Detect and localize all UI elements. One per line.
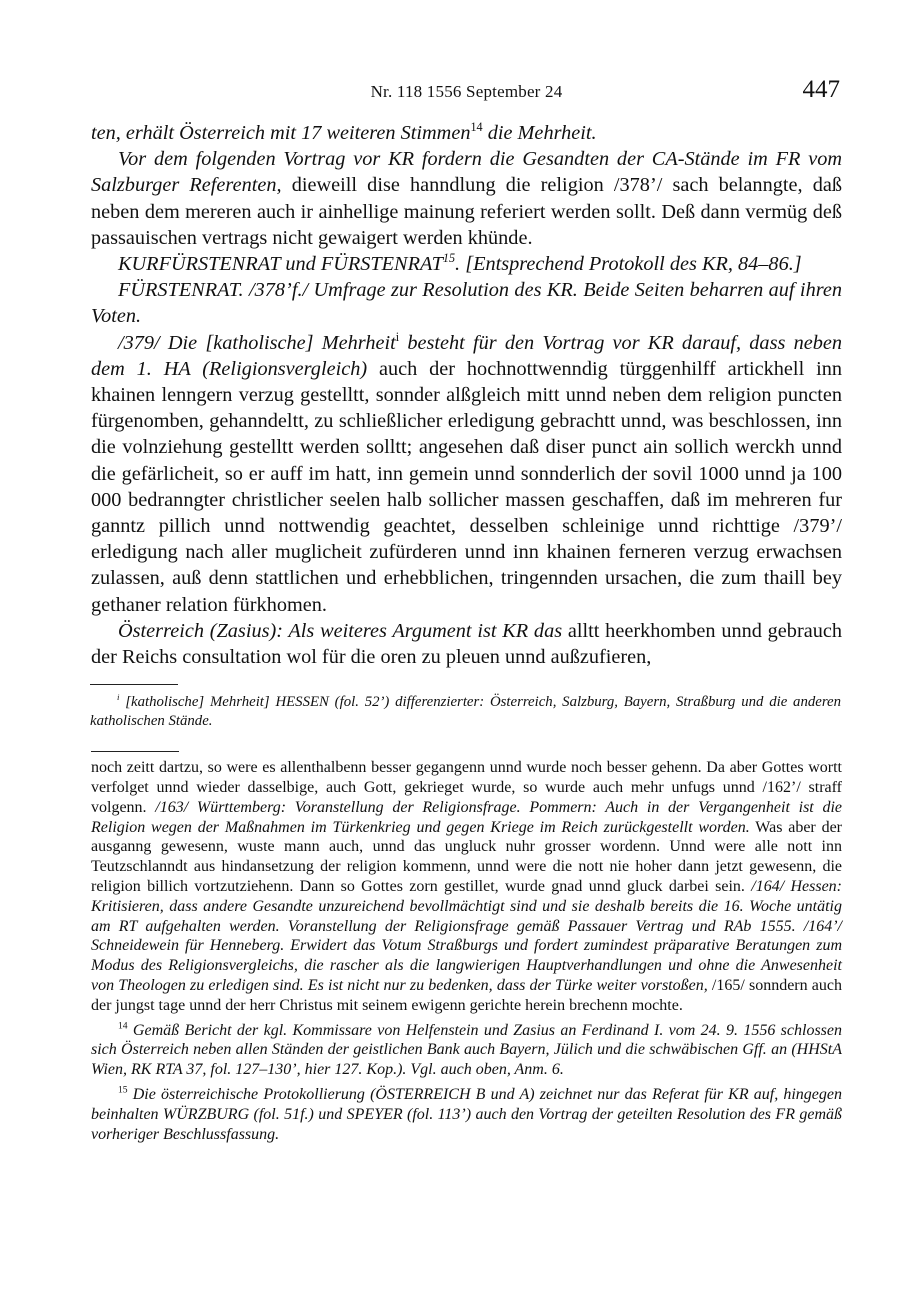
footnote-14-text: Gemäß Bericht der kgl. Kommissare von Helfenstein und Zasius an Ferdinand I. vom 24. 9. 1556 schlossen sich Österreich neben allen Ständen der geistlichen Bank auch Bayern, Jülich und die schwäbischen Gff. an (HHStA Wien, RK RTA 37, fol. 127–130’, hier 127. Kop.). Vgl. auch oben, Anm. 6. <box>91 1021 842 1079</box>
page-header <box>91 74 842 110</box>
apparatus-note-i <box>90 693 841 731</box>
paragraph-3-italic: KURFÜRSTENRAT und FÜRSTENRAT <box>118 253 443 276</box>
apparatus-note-text: [katholische] Mehrheit] HESSEN (fol. 52’) differenzierter: Österreich, Salzburg, Bayern, Straßburg und die anderen katholischen Stände. <box>90 694 841 730</box>
paragraph-5-italic-end: besteht für den Vortrag vor KR darauf, dass neben dem 1. HA (Religionsvergleich) <box>91 331 842 380</box>
paragraph-6-text: alltt heerkhomben unnd gebrauch der Reichs consultation wol für die oren zu pleuen unnd außzufieren, <box>91 619 842 669</box>
paragraph-2 <box>91 146 842 251</box>
document-page <box>91 74 842 1144</box>
paragraph-2-italic: Vor dem folgenden Vortrag vor KR fordern die Gesandten der CA-Stände im FR vom Salzburger Referenten, <box>91 148 842 197</box>
footnote-15-text: Die österreichische Protokollierung (ÖSTERREICH B und A) zeichnet nur das Referat für KR auf, hingegen beinhalten WÜRZBURG (fol. 51f.) und SPEYER (fol. 113’) auch den Vortrag der geteilten Resolution des FR gemäß vorheriger Beschlussfassung. <box>91 1086 842 1143</box>
paragraph-4 <box>91 277 842 329</box>
paragraph-1 <box>91 120 842 146</box>
paragraph-3-italic-end: . [Entsprechend Protokoll des KR, 84–86.] <box>455 253 802 276</box>
footnote-14 <box>91 1021 842 1080</box>
footnote-rule <box>91 751 179 752</box>
apparatus-note-mark: i <box>117 692 120 703</box>
footnote-15 <box>91 1085 842 1144</box>
paragraph-5 <box>91 330 842 618</box>
paragraph-4-italic: FÜRSTENRAT. /378’f./ Umfrage zur Resolution des KR. Beide Seiten beharren auf ihren Voten. <box>91 279 842 328</box>
continuation-text-3: /165/ sonndern auch der jungst tage unnd der herr Christus mit seinem ewigenn gerichte herein brechenn mochte. <box>91 977 843 1014</box>
apparatus-rule <box>90 684 178 685</box>
paragraph-2-text: dieweill dise hanndlung die religion /378’/ sach belanngte, daß neben dem mereren auch ir ainhellige mainung referiert werden sollt. Deß dann vermüg deß passauischen vertrags nicht gewaigert werden khünde. <box>91 174 842 249</box>
paragraph-6 <box>91 618 842 670</box>
paragraph-6-italic: Österreich (Zasius): Als weiteres Argument ist KR das <box>118 619 563 642</box>
footnote-ref-14[interactable]: 14 <box>470 120 483 135</box>
running-title: Nr. 118 1556 September 24 <box>370 82 563 101</box>
footnote-15-mark: 15 <box>118 1084 128 1096</box>
continuation-italic-2: /164/ Hessen: Kritisieren, dass andere Gesandte unzureichend bevollmächtigt sind und sie deshalb bereits die 16. Woche untätig am RT aufgehalten werden. Voranstellung der Religionsfrage gemäß Passauer Vertrag und RAb 1555. /164’/ Schneidewein für Henneberg. Erwidert das Votum Straßburgs und fordert zumindest präparative Beratungen zum Modus des Religionsvergleichs, die rascher als die langwierigen Hauptverhandlungen und ohne die Anwesenheit von Theologen zu erledigen sind. Es ist nicht nur zu bedenken, dass der Türke weiter vorstoßen, <box>91 878 842 995</box>
paragraph-3 <box>91 251 842 277</box>
paragraph-1-italic-end: die Mehrheit. <box>482 122 597 144</box>
continuation-italic-1: /163/ Württemberg: Voranstellung der Religionsfrage. Pommern: Auch in der Vergangenheit ist die Religion wegen der Maßnahmen im Türkenkrieg und gegen Kriege im Reich zurückgestellt worden. <box>91 798 842 836</box>
paragraph-5-italic: /379/ Die [katholische] Mehrheit <box>118 331 396 354</box>
footnote-14-mark: 14 <box>118 1020 128 1032</box>
paragraph-5-text: auch der hochnottwenndig türggenhilff artickhell inn khainen lenngern verzug gestelltt, sonnder alßgleich mitt unnd neben dem religion puncten fürgenomben, gehanndeltt, zu schließlicher erledigung gebrachtt unnd, was beschlossen, inn die volnziehung gestelltt werden solltt; angesehen daß diser punct ain sollich werckh unnd die gefärlicheit, so er auff im hatt, inn gemein unnd sonnderlich der sovil 1000 unnd ja 100 000 bedranngter christlicher seelen halb sollicher massen geschaffen, daß im mehreren fur ganntz pillich unnd nottwendig geachtet, desselben schleinige unnd richttige /379’/ erledigung nach aller muglicheit zufürderen unnd inn khainen ferneren verzug erwachsen zulassen, auß denn stattlichen und erhebblichen, tringennden ursachen, die zum thaill bey gethaner relation fürkhomen. <box>91 357 842 616</box>
footnote-ref-15[interactable]: 15 <box>442 251 456 266</box>
page-number: 447 <box>802 76 840 103</box>
continuation-text-1: noch zeitt dartzu, so were es allenthalbenn besser gegangenn unnd wurde noch besser gehenn. Da aber Gottes wortt verfolget unnd wieder dasselbige, auch Gott, gekrieget wurde, so wurde auch mehr unfugs unnd /162’/ straff volgenn. <box>91 759 842 816</box>
apparatus-footnotes <box>90 684 880 731</box>
apparatus-ref-i[interactable]: i <box>395 329 400 344</box>
footnote-continuation <box>91 751 842 1144</box>
continuation-paragraph <box>91 758 842 1015</box>
main-text <box>91 120 842 670</box>
continuation-text-2: Was aber der ausganng gewesenn, wuste mann auch, unnd das ungluck nuhr grosser wordenn. Unnd were alle nott inn Teutzschlanndt aus hindansetzung der religion kommenn, unnd were die nott nie hoher dann jetzt gewesenn, die religion billich vortzutziehenn. Dann so Gottes zorn gestillet, wurde gnad unnd gluck darbei sein. <box>91 818 842 896</box>
paragraph-1-italic: ten, erhält Österreich mit 17 weiteren Stimmen <box>91 122 471 144</box>
